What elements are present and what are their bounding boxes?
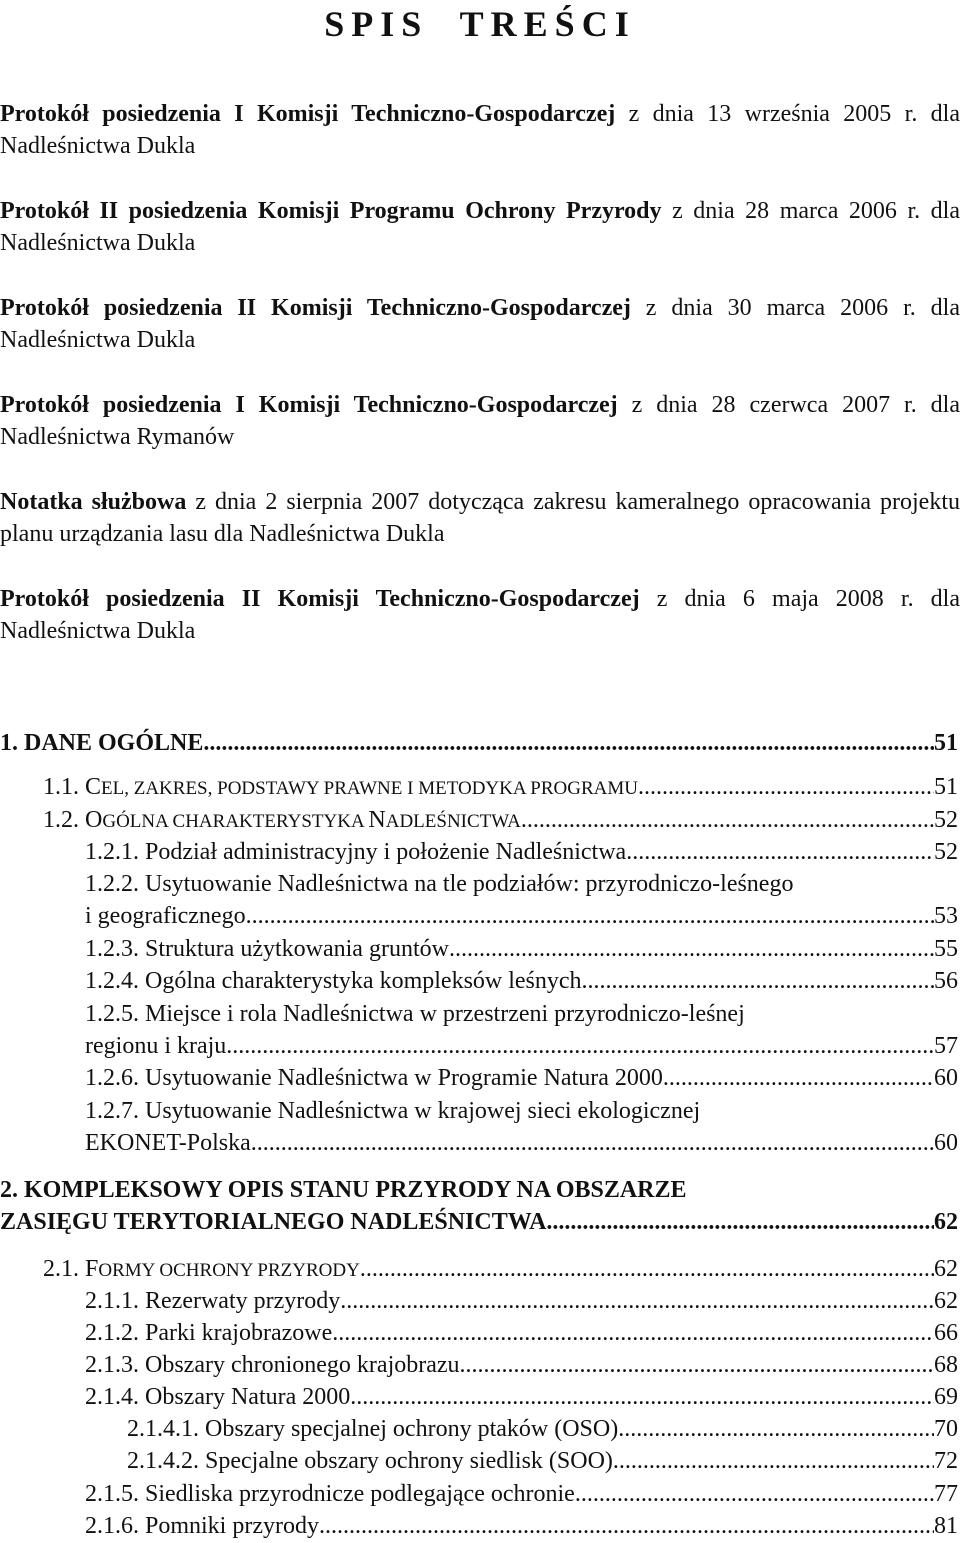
toc-entry-title: 1.2. OGÓLNA CHARAKTERYSTYKA NADLEŚNICTWA [43, 807, 521, 833]
toc-leader [203, 727, 934, 759]
toc-page-number: 62 [934, 1256, 958, 1282]
toc-entry-title: i geograficznego [85, 903, 246, 929]
toc-entry-title: 1.2.1. Podział administracyjny i położenie Nadleśnictwa [85, 839, 627, 865]
toc-entry-title: 2.1.4.1. Obszary specjalnej ochrony ptaków (OSO) [127, 1416, 619, 1442]
toc-leader [251, 1127, 934, 1159]
protocol-entry-2[interactable] [0, 195, 960, 259]
toc-entry-1-2-5-cont[interactable] [85, 1030, 958, 1062]
protocol-details: z dnia 6 maja 2008 r. dla Nadleśnictwa Dukla [0, 586, 960, 644]
toc-entry-title: 1. DANE OGÓLNE [0, 730, 204, 756]
toc-entry-2[interactable] [0, 1174, 958, 1206]
toc-entry-2-1-5[interactable] [85, 1478, 958, 1510]
toc-entry-1-2-5[interactable] [85, 998, 958, 1030]
toc-page-number: 60 [934, 1130, 958, 1156]
toc-leader [360, 1253, 934, 1285]
toc-leader [638, 771, 934, 803]
protocol-entry-5[interactable] [0, 486, 960, 550]
toc-leader [618, 1413, 934, 1445]
toc-entry-1-1[interactable] [43, 771, 958, 803]
toc-leader [626, 836, 934, 868]
toc-page-number: 52 [934, 807, 958, 833]
toc-leader [246, 900, 934, 932]
protocol-title: Protokół posiedzenia II Komisji Techniczno-Gospodarczej [0, 586, 640, 612]
toc-entry-2-1-2[interactable] [85, 1317, 958, 1349]
toc-leader [546, 1206, 934, 1238]
protocol-details: z dnia 13 września 2005 r. dla Nadleśnictwa Dukla [0, 101, 960, 159]
toc-page-number: 51 [934, 774, 958, 800]
toc-page-number: 66 [934, 1320, 958, 1346]
toc-entry-1-2-6[interactable] [85, 1062, 958, 1094]
toc-page-number: 62 [934, 1209, 958, 1235]
toc-page-number: 57 [934, 1033, 958, 1059]
protocol-details: z dnia 28 czerwca 2007 r. dla Nadleśnictwa Rymanów [0, 392, 960, 450]
protocol-entry-4[interactable] [0, 389, 960, 453]
toc-entry-2-1-4-1[interactable] [127, 1413, 958, 1445]
protocol-title: Protokół posiedzenia I Komisji Techniczno-Gospodarczej [0, 101, 616, 127]
toc-leader [663, 1062, 934, 1094]
toc-entry-2-cont[interactable] [0, 1206, 958, 1238]
toc-entry-title: 2.1.4. Obszary Natura 2000 [85, 1384, 351, 1410]
protocol-title: Protokół posiedzenia I Komisji Techniczno-Gospodarczej [0, 392, 618, 418]
protocol-details: z dnia 30 marca 2006 r. dla Nadleśnictwa Dukla [0, 295, 960, 353]
toc-leader [319, 1510, 934, 1542]
toc-entry-title: 2. KOMPLEKSOWY OPIS STANU PRZYRODY NA OBSZARZE [0, 1177, 687, 1203]
toc-leader [226, 1030, 934, 1062]
toc-page-number: 60 [934, 1065, 958, 1091]
toc-entry-title: 1.2.3. Struktura użytkowania gruntów [85, 936, 449, 962]
protocol-entry-6[interactable] [0, 583, 960, 647]
toc-leader [350, 1381, 934, 1413]
toc-entry-title: 1.2.7. Usytuowanie Nadleśnictwa w krajowej sieci ekologicznej [85, 1098, 701, 1124]
toc-entry-title: 2.1.4.2. Specjalne obszary ochrony siedlisk (SOO) [127, 1448, 613, 1474]
toc-entry-title: 1.2.5. Miejsce i rola Nadleśnictwa w przestrzeni przyrodniczo-leśnej [85, 1001, 745, 1027]
toc-leader [613, 1445, 934, 1477]
toc-entry-title: 1.2.2. Usytuowanie Nadleśnictwa na tle podziałów: przyrodniczo-leśnego [85, 871, 794, 897]
toc-entry-title: 2.1.3. Obszary chronionego krajobrazu [85, 1352, 460, 1378]
toc-leader [332, 1317, 934, 1349]
toc-page-number: 55 [934, 936, 958, 962]
protocol-details: z dnia 28 marca 2006 r. dla Nadleśnictwa Dukla [0, 198, 960, 256]
toc-entry-title: 2.1.5. Siedliska przyrodnicze podlegające ochronie [85, 1481, 575, 1507]
toc-entry-title: 1.2.4. Ogólna charakterystyka kompleksów leśnych [85, 968, 582, 994]
toc-entry-1-2-4[interactable] [85, 965, 958, 997]
toc-entry-1-2[interactable] [43, 804, 958, 836]
toc-page-number: 56 [934, 968, 958, 994]
toc-entry-title: 2.1.1. Rezerwaty przyrody [85, 1288, 341, 1314]
toc-page-number: 68 [934, 1352, 958, 1378]
toc-page-number: 70 [934, 1416, 958, 1442]
toc-entry-2-1-3[interactable] [85, 1349, 958, 1381]
toc-page-number: 77 [934, 1481, 958, 1507]
toc-entry-title: 2.1. FORMY OCHRONY PRZYRODY [43, 1256, 360, 1282]
toc-entry-1-2-7-cont[interactable] [85, 1127, 958, 1159]
toc-entry-title: 2.1.6. Pomniki przyrody [85, 1513, 319, 1539]
toc-entry-1-2-2-cont[interactable] [85, 900, 958, 932]
toc-leader [340, 1285, 934, 1317]
toc-entry-1-2-1[interactable] [85, 836, 958, 868]
toc-leader [460, 1349, 934, 1381]
toc-entry-title: 1.1. CEL, ZAKRES, PODSTAWY PRAWNE I METODYKA PROGRAMU [43, 774, 638, 800]
toc-entry-2-1-6[interactable] [85, 1510, 958, 1542]
toc-entry-title: 1.2.6. Usytuowanie Nadleśnictwa w Programie Natura 2000 [85, 1065, 663, 1091]
toc-entry-1-2-7[interactable] [85, 1095, 958, 1127]
protocol-entry-3[interactable] [0, 292, 960, 356]
page-title: SPIS TREŚCI [324, 4, 636, 44]
toc-page-number: 53 [934, 903, 958, 929]
toc-entry-title: regionu i kraju [85, 1033, 227, 1059]
toc-entry-2-1[interactable] [43, 1253, 958, 1285]
toc-leader [521, 804, 934, 836]
toc-page-number: 62 [934, 1288, 958, 1314]
toc-entry-2-1-1[interactable] [85, 1285, 958, 1317]
toc-leader [582, 965, 934, 997]
protocol-title: Notatka służbowa [0, 489, 187, 515]
protocol-title: Protokół posiedzenia II Komisji Techniczno-Gospodarczej [0, 295, 631, 321]
toc-entry-2-1-4[interactable] [85, 1381, 958, 1413]
toc-entry-1[interactable] [0, 727, 958, 759]
toc-leader [575, 1478, 934, 1510]
toc-entry-title: EKONET-Polska [85, 1130, 251, 1156]
toc-page-number: 81 [934, 1513, 958, 1539]
toc-entry-2-1-4-2[interactable] [127, 1445, 958, 1477]
toc-page-number: 51 [934, 730, 958, 756]
toc-entry-1-2-3[interactable] [85, 933, 958, 965]
toc-leader [449, 933, 934, 965]
protocol-details: z dnia 2 sierpnia 2007 dotycząca zakresu kameralnego opracowania projektu planu urządzania lasu dla Nadleśnictwa Dukla [0, 489, 960, 547]
toc-page-number: 69 [934, 1384, 958, 1410]
protocol-entry-1[interactable] [0, 98, 960, 162]
protocol-title: Protokół II posiedzenia Komisji Programu Ochrony Przyrody [0, 198, 662, 224]
toc-page-number: 52 [934, 839, 958, 865]
toc-entry-title: 2.1.2. Parki krajobrazowe [85, 1320, 333, 1346]
toc-entry-title: ZASIĘGU TERYTORIALNEGO NADLEŚNICTWA [0, 1209, 547, 1235]
toc-page-number: 72 [934, 1448, 958, 1474]
toc-entry-1-2-2[interactable] [85, 868, 958, 900]
